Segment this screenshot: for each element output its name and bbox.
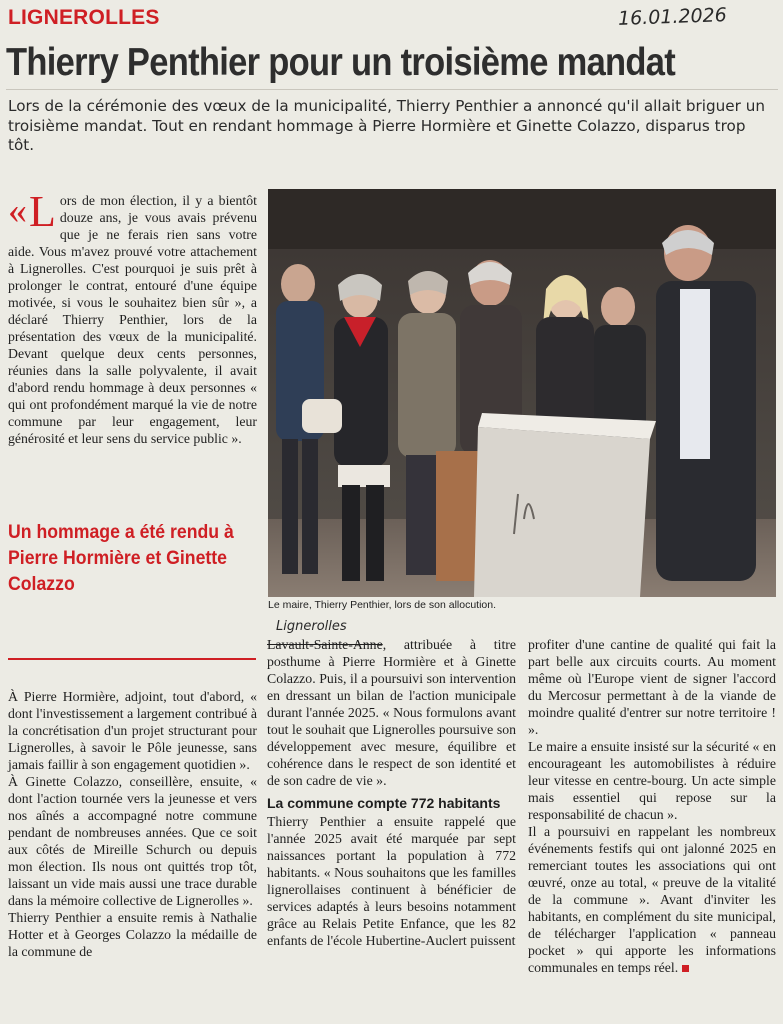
paragraph-medal: Thierry Penthier a ensuite remis à Nathalie Hotter et à Georges Colazzo la médaille de la commune de [8, 910, 257, 959]
opening-quote-mark: « [8, 190, 27, 232]
opening-text: ors de mon élection, il y a bientôt douze ans, je vous avais prévenu que je ne ferais rien sans votre aide. Vous m'avez prouvé votre attachement à Lignerolles. C'est pourquoi je suis prêt à prolonger le contrat, entouré d'une équipe motivée, si vous le souhaitez bien sûr », a déclaré Thierry Penthier, lors de la présentation des vœux de la municipalité. Devant quelque deux cents personnes, réunies dans la salle polyvalente, il avait d'abord rendu hommage à deux personnes « qui ont profondément marqué la vie de notre commune par leur engagement, leur générosité et leur sens du service public ». [8, 193, 257, 446]
handwritten-date: 16.01.2026 [617, 4, 728, 30]
handwritten-correction: Lignerolles [276, 619, 347, 634]
paragraph-cantine: profiter d'une cantine de qualité qui fait la part belle aux circuits courts. Au moment même où l'Europe vient de signer l'accord du Mercosur permettant à de la viande de moindre qualité d'entrer sur notre territoire ! ». [528, 637, 776, 737]
paragraph-population: Thierry Penthier a ensuite rappelé que l'année 2025 avait été marquée par sept naissances portant la population à 772 habitants. « Nous souhaitons que les familles lignerollaises continuent à bénéficier de services adaptés à leurs besoins notamment grâce au Relais Petite Enfance, que les 82 enfants de l'école Hubertine-Auclert puissent [267, 814, 516, 948]
paragraph-festivites [528, 823, 776, 976]
article-lead: Lors de la cérémonie des vœux de la municipalité, Thierry Penthier a annoncé qu'il allait briguer un troisième mandat. Tout en rendant hommage à Pierre Hormière et Ginette Colazzo, disparus trop tôt. [8, 97, 765, 154]
struck-place-name: Lavault-Sainte-Anne [267, 637, 383, 652]
drop-cap: L [29, 187, 56, 236]
paragraph-bilan [267, 636, 516, 789]
column-1-continued [8, 688, 257, 960]
column-1 [8, 187, 257, 447]
paragraph-hormiere: À Pierre Hormière, adjoint, tout d'abord, « dont l'investissement a largement contribué à la concrétisation d'un projet structurant pour Lignerolles, à savoir le Pôle jeunesse, sans jamais faillir à son engagement quotidien ». [8, 689, 257, 772]
paragraph-colazzo: À Ginette Colazzo, conseillère, ensuite, « dont l'action tournée vers la jeunesse et vers nos aînés a accompagné notre commune pendant de nombreuses années. Que ce soit aux côtés de Mireille Schurch ou depuis mon élection. Ils nous ont quittés trop tôt, laissant un vide mais aussi une trace durable dans la mémoire collective de Lignerolles ». [8, 774, 257, 908]
paragraph-festivites-text: Il a poursuivi en rappelant les nombreux événements festifs qui ont jalonné 2025 en remerciant toutes les associations qui ont œuvré, onze au total, « preuve de la vitalité de la commune ». Avant d'inviter les habitants, en complément du site municipal, de télécharger l'application « panneau pocket » qui apporte les informations communales en temps réel. [528, 824, 776, 975]
end-mark-square [682, 965, 689, 972]
article-photo [268, 189, 776, 597]
photo-caption: Le maire, Thierry Penthier, lors de son allocution. [268, 599, 497, 611]
opening-paragraph [8, 187, 257, 447]
header-divider [6, 89, 778, 90]
photo-illustration [268, 189, 776, 597]
intertitle: La commune compte 772 habitants [267, 795, 501, 811]
paragraph-bilan-text: , attribuée à titre posthume à Pierre Hormière et à Ginette Colazzo. Puis, il a poursuivi son intervention en dressant un bilan de l'action municipale durant l'année 2025. « Nous formulons avant tout le souhait que Lignerolles poursuive son développement avec mesure, équilibre et cohérence dans le respect de son identité et de son cadre de vie ». [267, 637, 516, 788]
paragraph-securite: Le maire a ensuite insisté sur la sécurité « en encourageant les automobilistes à réduire leur vitesse en centre-bourg. Un acte simple mais essentiel qui repose sur la responsabilité de chacun ». [528, 739, 776, 822]
town-kicker: LIGNEROLLES [8, 6, 160, 29]
column-2 [267, 636, 516, 949]
headline: Thierry Penthier pour un troisième mandat [6, 41, 676, 84]
subheading: Un hommage a été rendu à Pierre Hormière et Ginette Colazzo [8, 522, 234, 595]
column-3 [528, 636, 776, 976]
subheading-rule [8, 658, 256, 660]
